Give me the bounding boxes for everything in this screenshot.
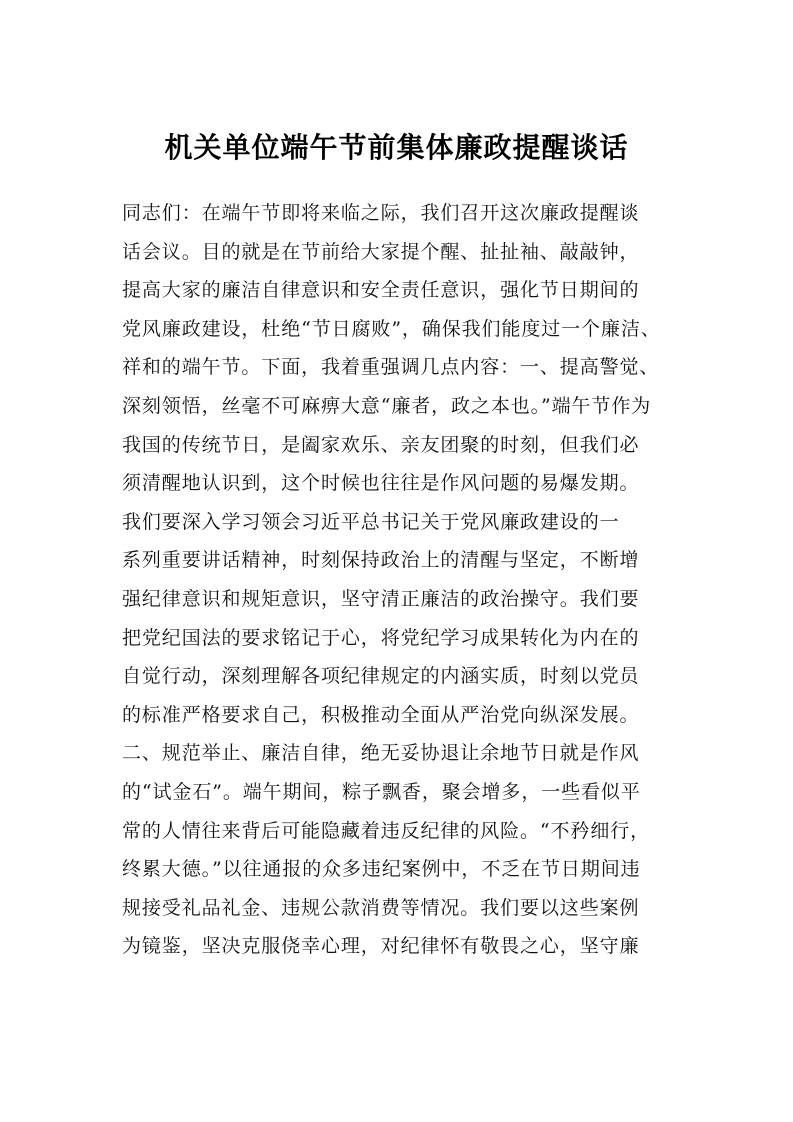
document-body [122,194,682,966]
body-line: 同志们：在端午节即将来临之际，我们召开这次廉政提醒谈 [122,202,640,224]
body-line: 祥和的端午节。下面，我着重强调几点内容：一、提高警觉、 [122,356,660,379]
body-line: 的“试金石”。端午期间，粽子飘香，聚会增多，一些看似平 [122,780,641,803]
body-line: 为镜鉴，坚决克服侥幸心理，对纪律怀有敬畏之心，坚守廉 [122,935,640,958]
body-line: 自觉行动，深刻理解各项纪律规定的内涵实质，时刻以党员 [122,665,640,688]
body-line: 须清醒地认识到，这个时候也往往是作风问题的易爆发期。 [122,472,640,495]
body-line: 把党纪国法的要求铭记于心，将党纪学习成果转化为内在的 [122,626,640,649]
body-line: 系列重要讲话精神，时刻保持政治上的清醒与坚定，不断增 [122,549,640,572]
body-line: 强纪律意识和规矩意识，坚守清正廉洁的政治操守。我们要 [122,587,640,610]
body-line: 我国的传统节日，是阖家欢乐、亲友团聚的时刻，但我们必 [122,433,640,456]
document-title: 机关单位端午节前集体廉政提醒谈话 [164,131,629,164]
body-line: 深刻领悟，丝毫不可麻痹大意“廉者，政之本也。”端午节作为 [122,394,652,417]
body-line: 二、规范举止、廉洁自律，绝无妥协退让余地节日就是作风 [122,742,640,765]
body-line: 党风廉政建设，杜绝“节日腐败”，确保我们能度过一个廉洁、 [122,317,661,340]
body-line: 规接受礼品礼金、违规公款消费等情况。我们要以这些案例 [122,896,640,919]
body-line: 常的人情往来背后可能隐藏着违反纪律的风险。“不矜细行， [122,819,651,842]
body-line: 提高大家的廉洁自律意识和安全责任意识，强化节日期间的 [122,279,640,302]
body-line: 我们要深入学习领会习近平总书记关于党风廉政建设的一 [122,510,620,533]
body-line: 话会议。目的就是在节前给大家提个醒、扯扯袖、敲敲钟， [122,240,640,263]
body-line: 的标准严格要求自己，积极推动全面从严治党向纵深发展。 [122,703,640,726]
body-line: 终累大德。”以往通报的众多违纪案例中，不乏在节日期间违 [122,858,641,881]
